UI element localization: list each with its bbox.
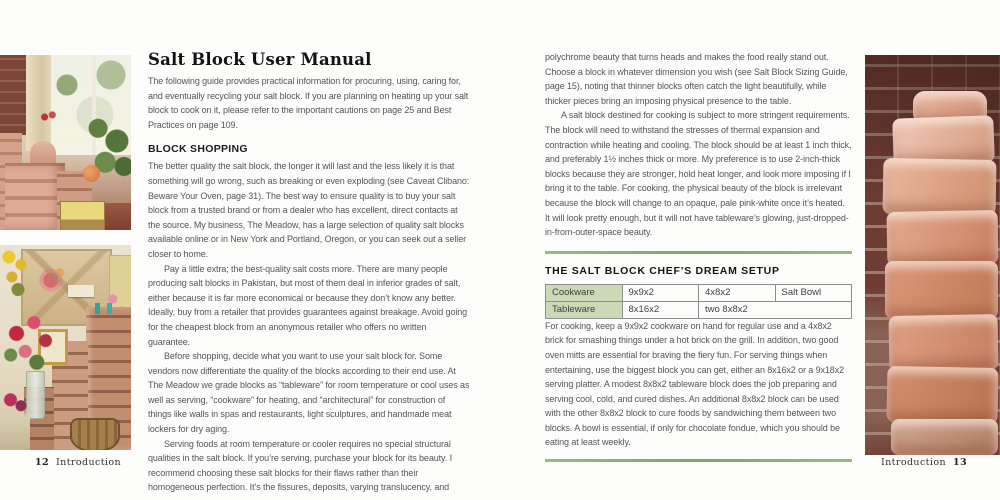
table-cell: 4x8x2	[699, 284, 776, 301]
photo-salt-block-column	[865, 55, 1000, 455]
green-rule-top	[545, 251, 852, 254]
table-row	[546, 284, 852, 301]
table-cell: 9x9x2	[622, 284, 699, 301]
body-paragraph: Pay a little extra; the best-quality salt costs more. There are many people producing salt blocks in Pakistan, but most of them deal in inferior grades of salt, either because it is far more economical or because they don’t know any better. Ideally, buy from a retailer that provides guarantees against breakage. Avoid going for the cheapest block from an anonymous retailer who offers no written guarantee.	[148, 263, 468, 347]
green-rule-bottom	[545, 459, 852, 462]
table-row-label: Tableware	[546, 301, 623, 318]
teal-bottle	[95, 303, 100, 314]
left-text-column	[148, 50, 470, 495]
page-number: 12	[35, 457, 50, 468]
body-paragraph: Before shopping, decide what you want to use your salt block for. Some vendors now differentiate the quality of the blocks according to their end use. At The Meadow we grade blocks as “tableware” for room temperature or cool uses as well as serving, “cookware” for heating, and “architectural” for construction of things like walls in spas and restaurants, light sculptures, and handmade meat lockers for dry aging.	[148, 351, 470, 435]
salt-block	[885, 261, 998, 319]
salt-block-stack	[5, 163, 65, 230]
left-page-footer	[35, 457, 121, 468]
body-paragraph: The better quality the salt block, the longer it will last and the less likely it is that something will go wrong, such as breaking or even exploding (see Caveat Clibano: Beware Your Oven, page 31). The best way to ensure quality is to buy your salt block from a trusted brand or from a dealer who has excellent, direct contacts at the source. My business, The Meadow, has a large selection of quality salt blocks available online or in New York and Portland, Oregon, or you can seek out a seller closer to home.	[148, 161, 470, 259]
salt-block	[883, 158, 997, 216]
table-cell: two 8x8x2	[699, 301, 852, 318]
chapter-name: Introduction	[881, 457, 946, 468]
taped-photos	[68, 285, 94, 297]
right-page-footer	[881, 457, 967, 468]
flowers	[38, 110, 60, 124]
setup-table	[545, 284, 852, 319]
rose-bouquet	[2, 301, 60, 373]
table-row-label: Cookware	[546, 284, 623, 301]
salt-block	[887, 210, 999, 266]
body-paragraph: polychrome beauty that turns heads and makes the food really stand out. Choose a block in whatever dimension you wish (see Salt Block Sizing Guide, page 15), noting that thinner blocks often catch the light beautifully, while thicker pieces bring an imposing physical presence to the table.	[545, 52, 848, 106]
wrapped-bouquets	[0, 391, 30, 450]
table-cell: Salt Bowl	[775, 284, 852, 301]
wicker-basket	[70, 418, 120, 450]
body-paragraph: Serving foods at room temperature or cooler requires no special structural qualities in the salt block. If you’re serving, purchase your block for its beauty. I recommend choosing these salt blocks for their flaws rather than their homogeneous perfection. It’s the fissures, deposits, varying translucency, and	[148, 438, 452, 493]
section-heading: BLOCK SHOPPING	[148, 143, 248, 156]
page-title: Salt Block User Manual	[148, 50, 372, 69]
page-number: 13	[952, 457, 967, 468]
chapter-name: Introduction	[56, 457, 121, 468]
table-row	[546, 301, 852, 318]
salt-block	[887, 366, 999, 424]
yellow-flowers	[0, 247, 30, 297]
dream-setup-sidebar	[545, 251, 852, 462]
salt-block	[891, 419, 998, 455]
basket-with-cards	[60, 201, 105, 230]
table-cell: 8x16x2	[622, 301, 699, 318]
photo-shop-interior	[0, 55, 131, 230]
sidebar-paragraph: For cooking, keep a 9x9x2 cookware on hand for regular use and a 4x8x2 brick for smashing things under a hot brick on the grill. In addition, two good oven mitts are essential for braving the fiery fun. For serving things when entertaining, use the biggest block you can get, either an 8x16x2 or a 9x18x2 serving platter. A modest 8x8x2 tableware block does the job preparing and serving cool, cold, and cured dishes. An additional 8x8x2 block can be used with the other 8x8x2 block to cure foods by sandwiching them between two blocks. A bowl is essential, if only for chocolate fondue, which you should be eating at least weekly.	[545, 320, 845, 448]
salt-block	[889, 314, 999, 372]
body-paragraph: A salt block destined for cooking is subject to more stringent requirements. The block will need to withstand the stresses of thermal expansion and contraction while heating and cooling. The block should be at least 1 inch thick, and preferably 1½ inches thick or more. My preference is to use 2-inch-thick blocks because they are stronger, hold heat longer, and look more imposing if I bring it to the table. For cooking, the physical beauty of the block is irrelevant because the block will change to an opaque, pale pink-white once it’s heated. It will look pretty enough, but it will not have tableware’s glowing, just-dropped-in-from-outer-space beauty.	[545, 110, 852, 238]
intro-paragraph: The following guide provides practical information for procuring, using, caring for, and eventually recycling your salt block. If you are planning on heating up your salt block to cook on it, please refer to the important cautions on page 25 and Best Practices on page 109.	[148, 76, 469, 130]
teal-bottle	[107, 303, 112, 314]
photo-shop-display	[0, 245, 131, 450]
sidebar-heading: THE SALT BLOCK CHEF’S DREAM SETUP	[545, 264, 780, 277]
right-text-column	[545, 50, 852, 462]
curtain	[26, 55, 53, 151]
orange-salt-sphere	[83, 165, 100, 182]
